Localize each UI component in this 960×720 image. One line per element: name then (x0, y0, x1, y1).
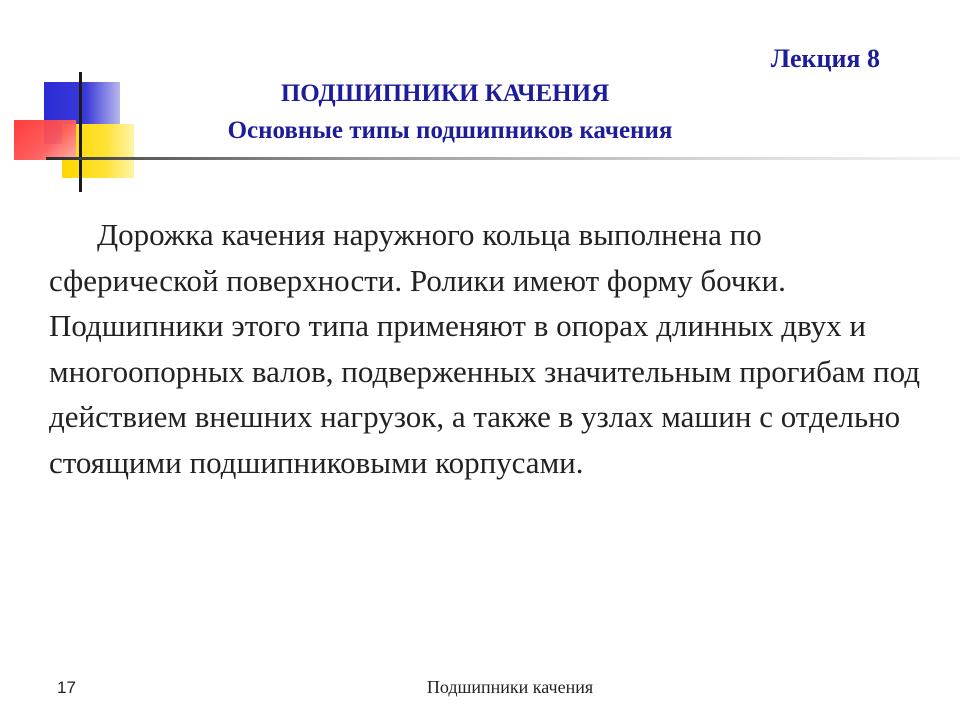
red-square-decoration (14, 120, 76, 160)
footer-title: Подшипники качения (426, 677, 594, 697)
slide-subtitle: Основные типы подшипников качения (227, 117, 673, 144)
vertical-line-decoration (79, 72, 82, 192)
lecture-label: Лекция 8 (770, 44, 880, 73)
slide-number: 17 (57, 678, 76, 697)
slide-title: ПОДШИПНИКИ КАЧЕНИЯ (280, 80, 610, 107)
body-paragraph: Дорожка качения наружного кольца выполнена по сферической поверхности. Ролики имеют форму бочки. Подшипники этого типа применяют в опорах длинных двух и многоопорных валов, подверженных значительным прогибам под действием внешних нагрузок, а также в узлах машин с отдельно стоящими подшипниковыми корпусами. (49, 217, 920, 480)
horizontal-divider (46, 157, 960, 160)
decorative-logo (0, 0, 160, 200)
